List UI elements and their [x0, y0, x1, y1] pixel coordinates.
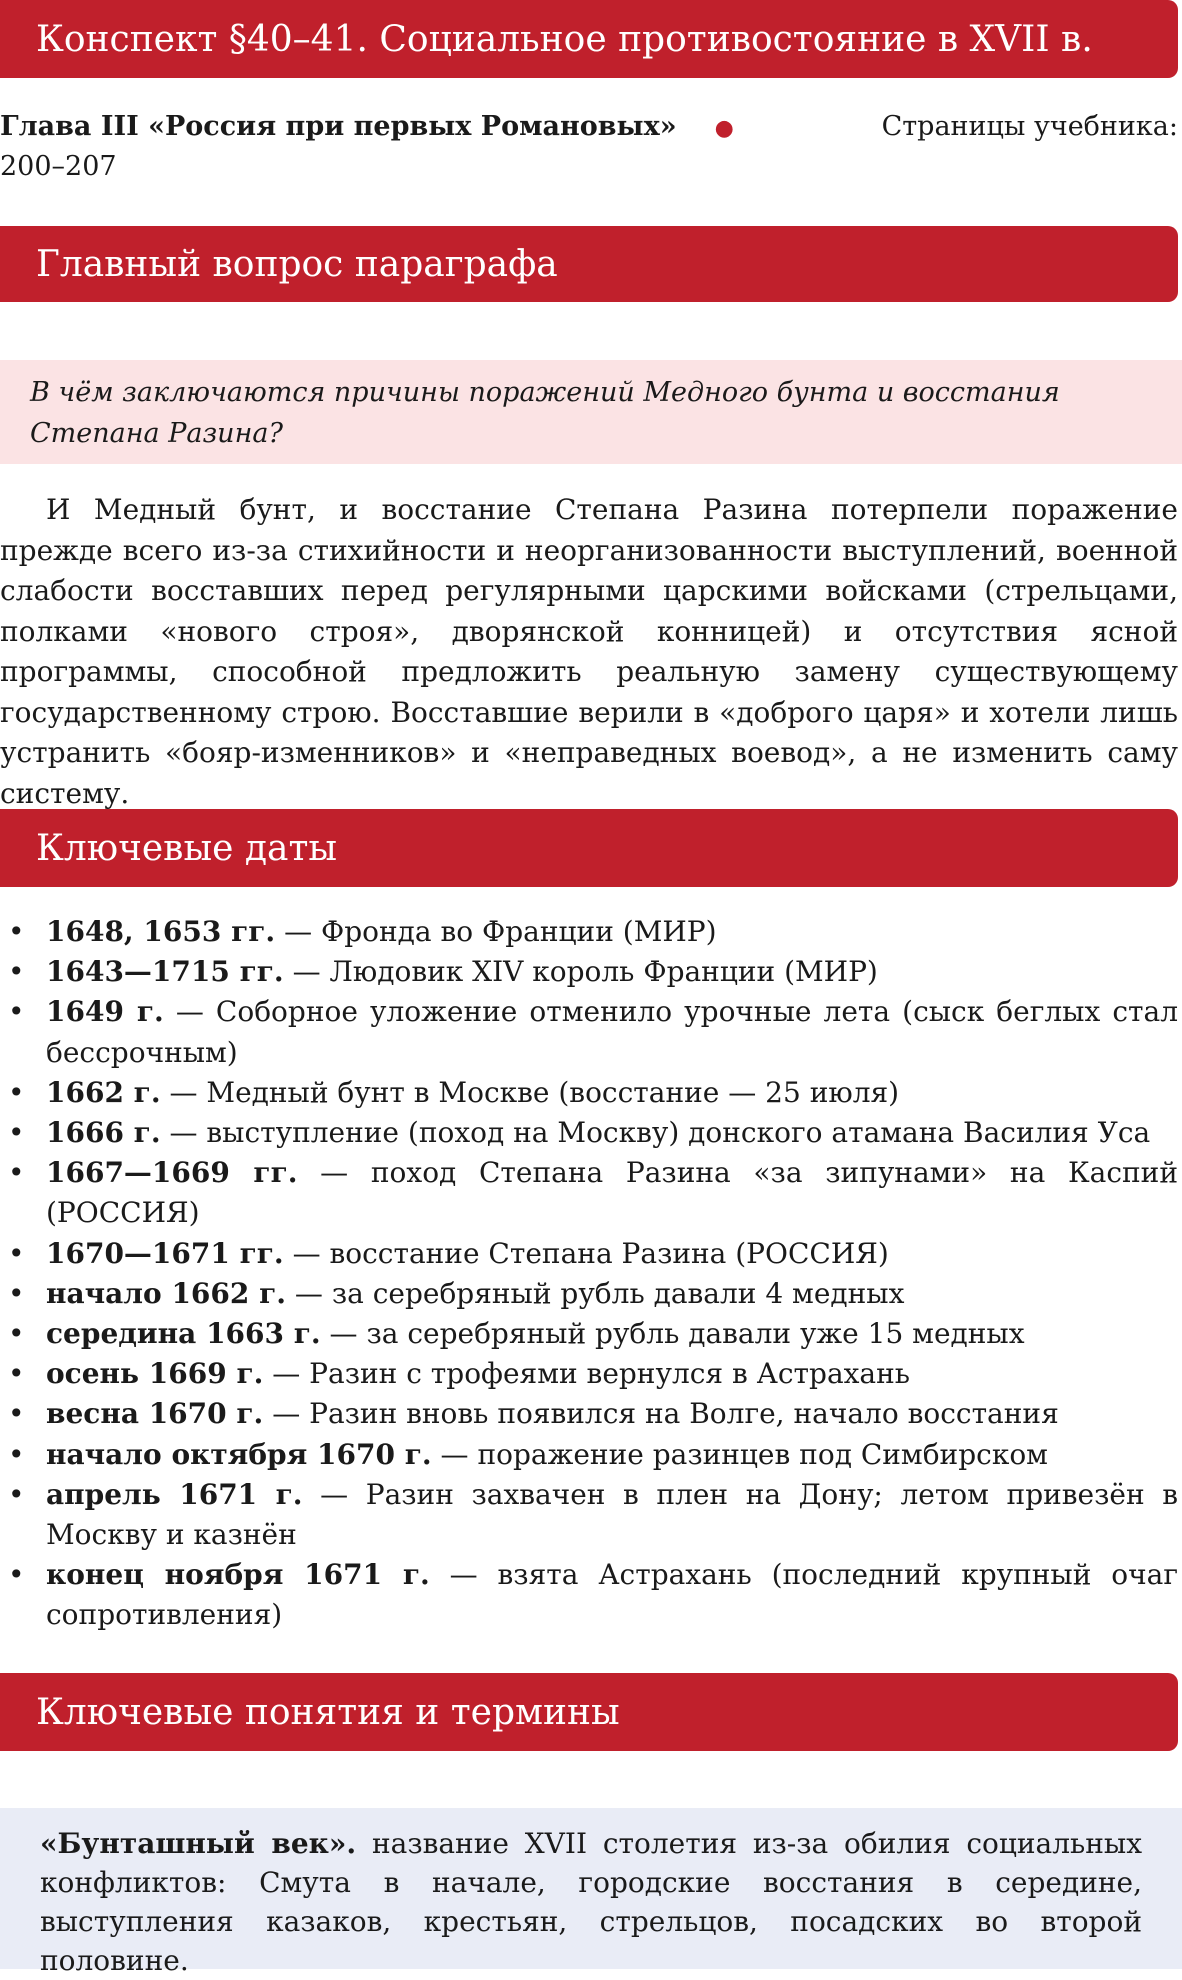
date-event: — Людовик XIV король Франции (МИР)	[283, 955, 878, 989]
term-label: «Бунташный век».	[40, 1827, 357, 1860]
date-label: 1666 г.	[46, 1116, 161, 1150]
answer-paragraph: И Медный бунт, и восстание Степана Разина потерпели поражение прежде всего из-за стихийности и неорганизованности выступлений, военной слабости восставших перед регулярными царскими войсками (стрельцами, полками «нового строя», дворянской конницей) и отсутствия ясной программы, способной предложить реальную замену существующему государственному строю. Восставшие верили в «доброго царя» и хотели лишь устранить «бояр-изменников» и «неправедных воевод», а не изменить саму систему.	[0, 493, 1178, 810]
date-label: апрель 1671 г.	[46, 1477, 303, 1511]
date-event: — Разин вновь появился на Волге, начало восстания	[263, 1397, 1059, 1431]
main-question-banner	[0, 226, 1178, 302]
date-label: 1670—1671 гг.	[46, 1236, 284, 1270]
date-event: — взята Астрахань (последний крупный очаг сопротивления)	[46, 1558, 1178, 1632]
bullet-dot-icon: ●	[714, 116, 734, 141]
chapter-label: Глава III «Россия при первых Романовых»	[0, 111, 677, 142]
main-question-text: В чём заключаются причины поражений Медного бунта и восстания Степана Разина?	[30, 377, 1060, 449]
date-item	[0, 1314, 1178, 1354]
term-definition: название XVII столетия из-за обилия социальных конфликтов: Смута в начале, городские восстания в середине, выступления казаков, крестьян, стрельцов, посадских во второй половине.	[40, 1827, 1142, 1977]
date-event: — поход Степана Разина «за зипунами» на Каспий (РОССИЯ)	[46, 1156, 1179, 1230]
date-event: — поражение разинцев под Симбирском	[431, 1437, 1048, 1471]
date-event: — за серебряный рубль давали 4 медных	[286, 1276, 905, 1310]
date-event: — восстание Степана Разина (РОССИЯ)	[283, 1236, 889, 1270]
date-item	[0, 1435, 1178, 1475]
date-event: — Разин захвачен в плен на Дону; летом привезён в Москву и казнён	[46, 1477, 1179, 1552]
date-item	[0, 1394, 1178, 1434]
date-event: — за серебряный рубль давали уже 15 медных	[320, 1317, 1025, 1351]
date-item	[0, 992, 1178, 1072]
date-item	[0, 1153, 1178, 1233]
page-title-banner	[0, 0, 1178, 78]
date-item	[0, 1475, 1178, 1555]
date-item	[0, 1354, 1178, 1394]
key-dates-heading: Ключевые даты	[36, 827, 338, 869]
date-item	[0, 1274, 1178, 1314]
key-terms-banner	[0, 1673, 1178, 1751]
date-label: 1648, 1653 гг.	[46, 915, 276, 948]
date-label: середина 1663 г.	[46, 1317, 321, 1351]
key-dates-list	[0, 912, 1178, 1636]
date-item	[0, 1555, 1178, 1635]
chapter-info	[0, 108, 1178, 186]
date-label: весна 1670 г.	[46, 1397, 264, 1431]
date-label: 1662 г.	[46, 1075, 161, 1109]
date-event: — Соборное уложение отменило урочные лета (сыск беглых стал бессрочным)	[46, 995, 1178, 1069]
key-dates-banner	[0, 809, 1178, 887]
textbook-pages-label: Страницы учебника:	[881, 111, 1178, 142]
textbook-pages: 200–207	[0, 151, 117, 182]
date-event: — Фронда во Франции (МИР)	[275, 915, 717, 948]
date-item	[0, 952, 1178, 992]
question-box	[0, 360, 1182, 464]
main-question-heading: Главный вопрос параграфа	[36, 243, 558, 285]
date-event: — Разин с трофеями вернулся в Астрахань	[263, 1357, 911, 1391]
date-label: начало октября 1670 г.	[46, 1437, 432, 1471]
date-label: начало 1662 г.	[46, 1276, 287, 1310]
date-label: осень 1669 г.	[46, 1357, 264, 1391]
date-event: — Медный бунт в Москве (восстание — 25 июля)	[160, 1075, 900, 1109]
date-label: 1667—1669 гг.	[46, 1156, 298, 1190]
date-label: 1643—1715 гг.	[46, 955, 284, 989]
date-item	[0, 1234, 1178, 1274]
date-label: 1649 г.	[46, 995, 164, 1029]
date-item	[0, 912, 1178, 952]
key-terms-heading: Ключевые понятия и термины	[36, 1691, 620, 1733]
term-box	[0, 1808, 1182, 1977]
page-title: Конспект §40–41. Социальное противостояние в XVII в.	[36, 18, 1093, 60]
date-item	[0, 1113, 1178, 1153]
date-item	[0, 1073, 1178, 1113]
date-event: — выступление (поход на Москву) донского атамана Василия Уса	[160, 1116, 1151, 1150]
date-label: конец ноября 1671 г.	[46, 1558, 430, 1592]
